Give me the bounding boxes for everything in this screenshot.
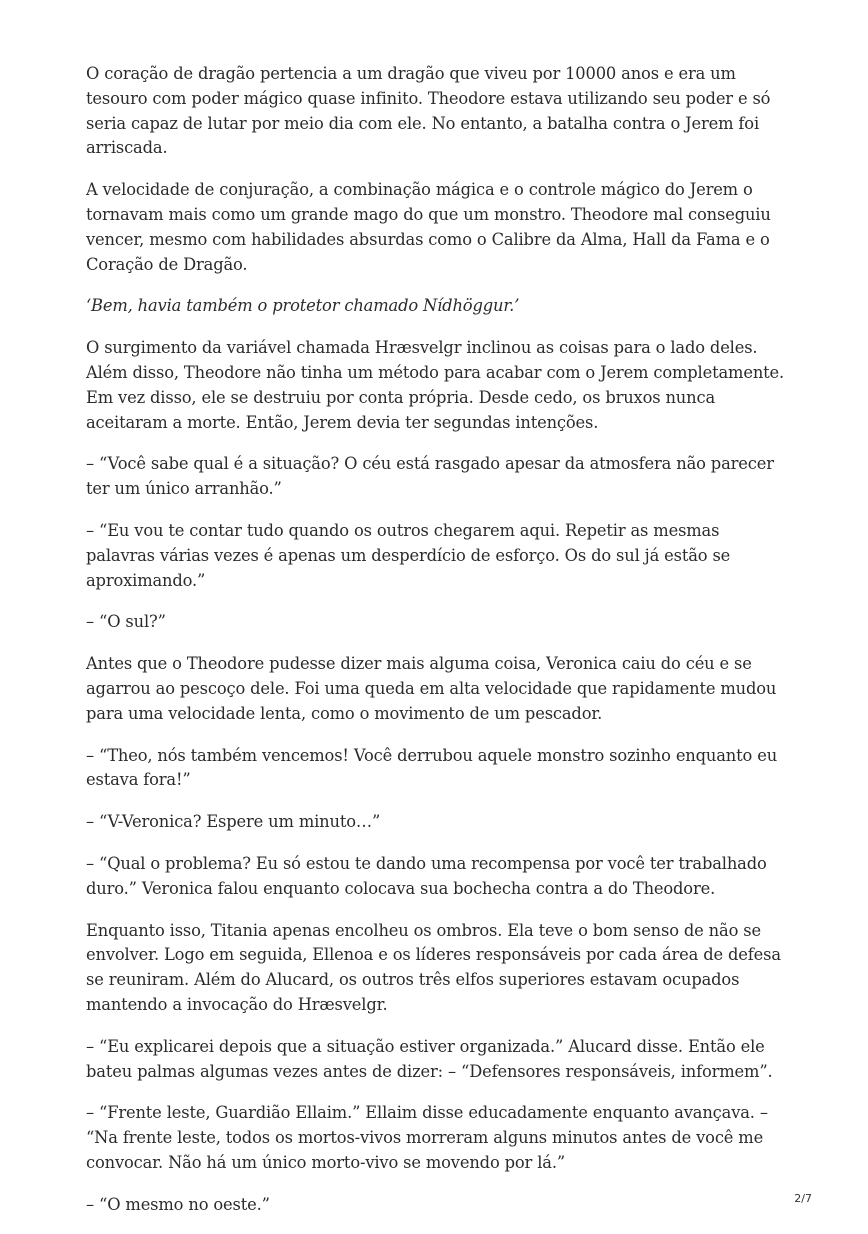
paragraph-1: O coração de dragão pertencia a um dragão que viveu por 10000 anos e era um tesouro com poder mágico quase infinito. Theodore estava utilizando seu poder e só seria capaz de lutar por meio dia com ele. No entanto, a batalha contra o Jerem foi arriscada. [86, 64, 771, 158]
paragraph-2: A velocidade de conjuração, a combinação mágica e o controle mágico do Jerem o tornavam mais como um grande mago do que um monstro. Theodore mal conseguiu vencer, mesmo com habilidades absurdas como o Calibre da Alma, Hall da Fama e o Coração de Dragão. [86, 180, 771, 274]
paragraph-6-dialogue: – “Eu vou te contar tudo quando os outros chegarem aqui. Repetir as mesmas palavras várias vezes é apenas um desperdício de esforço. Os do sul já estão se aproximando.” [86, 520, 731, 590]
paragraph-3-italic-thought: ‘Bem, havia também o protetor chamado Nídhöggur.’ [86, 296, 520, 316]
paragraph-8: Antes que o Theodore pudesse dizer mais alguma coisa, Veronica caiu do céu e se agarrou ao pescoço dele. Foi uma queda em alta velocidade que rapidamente mudou para uma velocidade lenta, como o movimento de um pescador. [86, 654, 777, 723]
paragraph-11-dialogue: – “Qual o problema? Eu só estou te dando uma recompensa por você ter trabalhado duro.” Veronica falou enquanto colocava sua bochecha contra a do Theodore. [86, 853, 767, 898]
paragraph-12: Enquanto isso, Titania apenas encolheu os ombros. Ela teve o bom senso de não se envolver. Logo em seguida, Ellenoa e os líderes responsáveis por cada área de defesa se reuniram. Além do Alucard, os outros três elfos superiores estavam ocupados mantendo a invocação do Hræsvelgr. [86, 920, 781, 1014]
paragraph-10-dialogue: – “V-Veronica? Espere um minuto…” [86, 812, 381, 832]
paragraph-13-dialogue: – “Eu explicarei depois que a situação estiver organizada.” Alucard disse. Então ele bateu palmas algumas vezes antes de dizer: – “Defensores responsáveis, informem”. [86, 1036, 773, 1081]
paragraph-7-dialogue: – “O sul?” [86, 612, 166, 632]
paragraph-14-dialogue: – “Frente leste, Guardião Ellaim.” Ellaim disse educadamente enquanto avançava. – “Na frente leste, todos os mortos-vivos morreram alguns minutos antes de você me convocar. Não há um único morto-vivo se movendo por lá.” [86, 1103, 768, 1172]
document-body [86, 62, 790, 1234]
paragraph-9-dialogue: – “Theo, nós também vencemos! Você derrubou aquele monstro sozinho enquanto eu estava fora!” [86, 745, 778, 790]
paragraph-4: O surgimento da variável chamada Hræsvelgr inclinou as coisas para o lado deles. Além disso, Theodore não tinha um método para acabar com o Jerem completamente. Em vez disso, ele se destruiu por conta própria. Desde cedo, os bruxos nunca aceitaram a morte. Então, Jerem devia ter segundas intenções. [86, 338, 785, 432]
paragraph-5-dialogue: – “Você sabe qual é a situação? O céu está rasgado apesar da atmosfera não parecer ter um único arranhão.” [86, 454, 774, 499]
paragraph-15-dialogue: – “O mesmo no oeste.” [86, 1194, 270, 1214]
page-number: 2/7 [794, 1192, 812, 1205]
